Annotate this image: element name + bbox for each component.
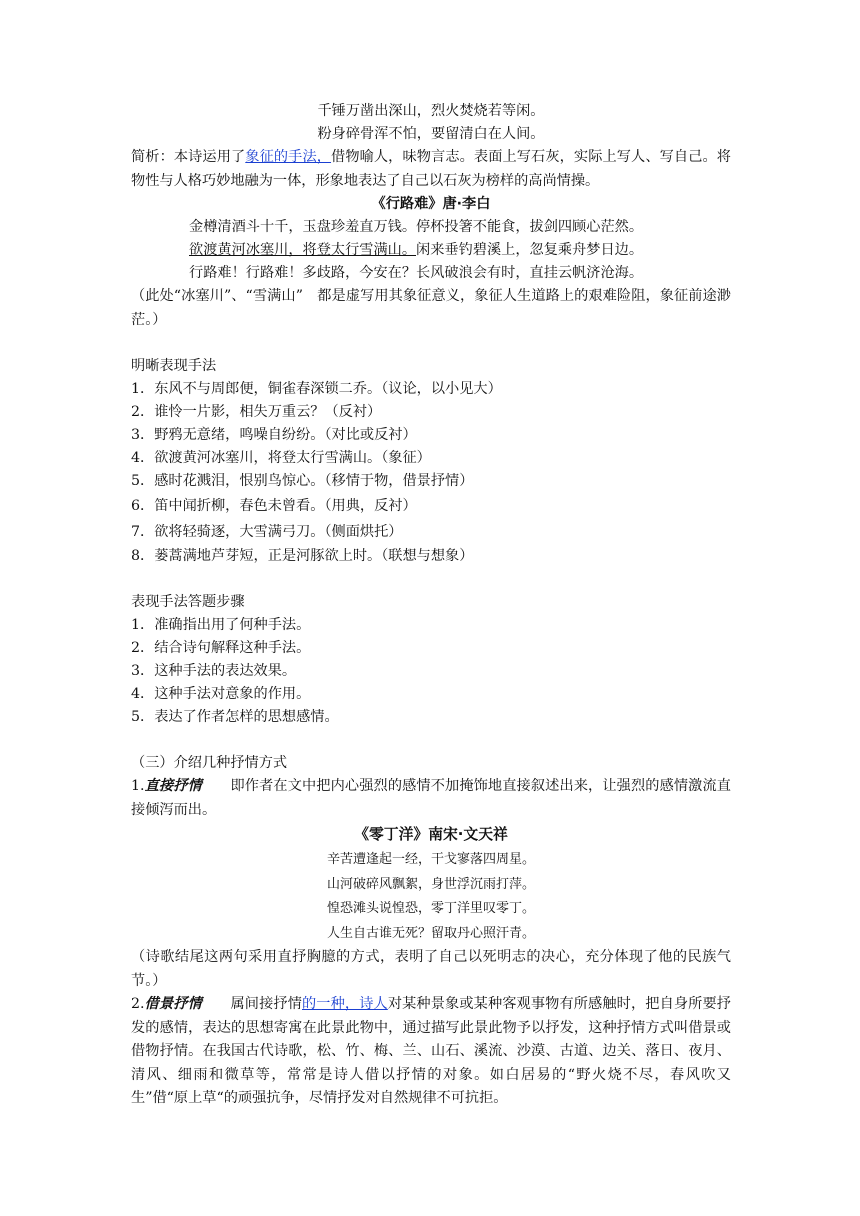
poem-note: （诗歌结尾这两句采用直抒胸臆的方式，表明了自己以死明志的决心，充分体现了他的民族气节。） <box>131 949 731 989</box>
poem-line: 千锤万凿出深山，烈火焚烧若等闲。 <box>317 103 545 119</box>
analysis-prefix: 简析：本诗运用了 <box>131 149 246 165</box>
document-page <box>131 100 731 1111</box>
poem-line: 行路难！行路难！多歧路，今安在？长风破浪会有时，直挂云帆济沧海。 <box>189 265 644 281</box>
poem-line: 人生自古谁无死？留取丹心照汗青。 <box>326 925 535 941</box>
list-item: 7．欲将轻骑逐，大雪满弓刀。（侧面烘托） <box>131 524 403 540</box>
analysis-text: 借物喻人，味物言志。表面上写石灰，实际上写人、写自己。将物性与人格巧妙地融为一体，形象地表达了自己以石灰为榜样的高尚情操。 <box>131 149 731 189</box>
direct-lyric-paragraph <box>131 775 731 822</box>
poem-line: 粉身碎骨浑不怕，要留清白在人间。 <box>317 126 545 142</box>
poem-line: 辛苦遭逢起一经，干戈寥落四周星。 <box>326 852 535 867</box>
list-item: 6．笛中闻折柳，春色未曾看。（用典，反衬） <box>131 498 417 514</box>
term-description-rest: 对某种景象或某种客观事物有所感触时，把自身所要抒发的感情，表达的思想寄寓在此景此物中，通过描写此景此物予以抒发，这种抒情方式叫借景或借物抒情。在我国古代诗歌，松、竹、梅、兰、山石、溪流、沙漠、古道、边关、落日、夜月、清风、细雨和微草等，常常是诗人借以抒情的对象。如白居易的“野火烧不尽，春风吹又生”借“原上草“的顽强抗争，尽情抒发对自然规律不可抗拒。 <box>131 996 731 1106</box>
inline-link[interactable]: 的一种，诗人 <box>302 996 388 1012</box>
section-heading: （三）介绍几种抒情方式 <box>131 755 288 771</box>
symbolism-link[interactable]: 象征的手法， <box>245 149 332 165</box>
list-item: 1．准确指出用了何种手法。 <box>131 617 311 633</box>
list-item: 2．结合诗句解释这种手法。 <box>131 640 311 656</box>
steps-list <box>131 614 731 729</box>
item-number: 1. <box>131 778 145 794</box>
poem-line: 惶恐滩头说惶恐，零丁洋里叹零丁。 <box>326 901 535 916</box>
section-heading: 明晰表现手法 <box>131 358 217 374</box>
poem-line <box>131 239 731 262</box>
term-description: 属间接抒情 <box>201 996 302 1012</box>
analysis-paragraph <box>131 146 731 193</box>
poem-title: 《行路难》唐·李白 <box>371 196 491 212</box>
list-item: 3．这种手法的表达效果。 <box>131 663 297 679</box>
list-item: 4．这种手法对意象的作用。 <box>131 686 311 702</box>
underlined-verse: 欲渡黄河冰塞川，将登太行雪满山。 <box>189 242 417 258</box>
item-number: 2. <box>131 996 145 1012</box>
list-item: 3．野鸦无意绪，鸣噪自纷纷。（对比或反衬） <box>131 427 417 443</box>
scene-lyric-paragraph <box>131 993 731 1111</box>
list-item: 1．东风不与周郎便，铜雀春深锁二乔。（议论，以小见大） <box>131 381 502 397</box>
poem-note: （此处“冰塞川”、“雪满山” 都是虚写用其象征意义，象征人生道路上的艰难险阻，象征前途渺茫。） <box>131 288 731 328</box>
list-item: 5．表达了作者怎样的思想感情。 <box>131 709 339 725</box>
term: 借景抒情 <box>144 996 202 1012</box>
section-heading: 表现手法答题步骤 <box>131 594 245 610</box>
verse-text: 闲来垂钓碧溪上，忽复乘舟梦日边。 <box>416 242 644 258</box>
poem-line: 山河破碎风飘絮，身世浮沉雨打萍。 <box>326 876 535 892</box>
list-item: 2．谁怜一片影，相失万重云？（反衬） <box>131 404 382 420</box>
list-item: 5．感时花溅泪，恨别鸟惊心。（移情于物，借景抒情） <box>131 473 474 489</box>
poem-title: 《零丁洋》南宋·文天祥 <box>354 826 508 843</box>
list-item: 4．欲渡黄河冰塞川，将登太行雪满山。（象征） <box>131 450 431 466</box>
term-description: 即作者在文中把内心强烈的感情不加掩饰地直接叙述出来，让强烈的感情激流直接倾泻而出。 <box>131 778 731 818</box>
poem-line: 金樽清酒斗十千，玉盘珍羞直万钱。停杯投箸不能食，拔剑四顾心茫然。 <box>189 219 644 235</box>
methods-list <box>131 378 731 568</box>
list-item: 8．蒌蒿满地芦芽短，正是河豚欲上时。（联想与想象） <box>131 548 474 564</box>
term: 直接抒情 <box>144 778 202 794</box>
